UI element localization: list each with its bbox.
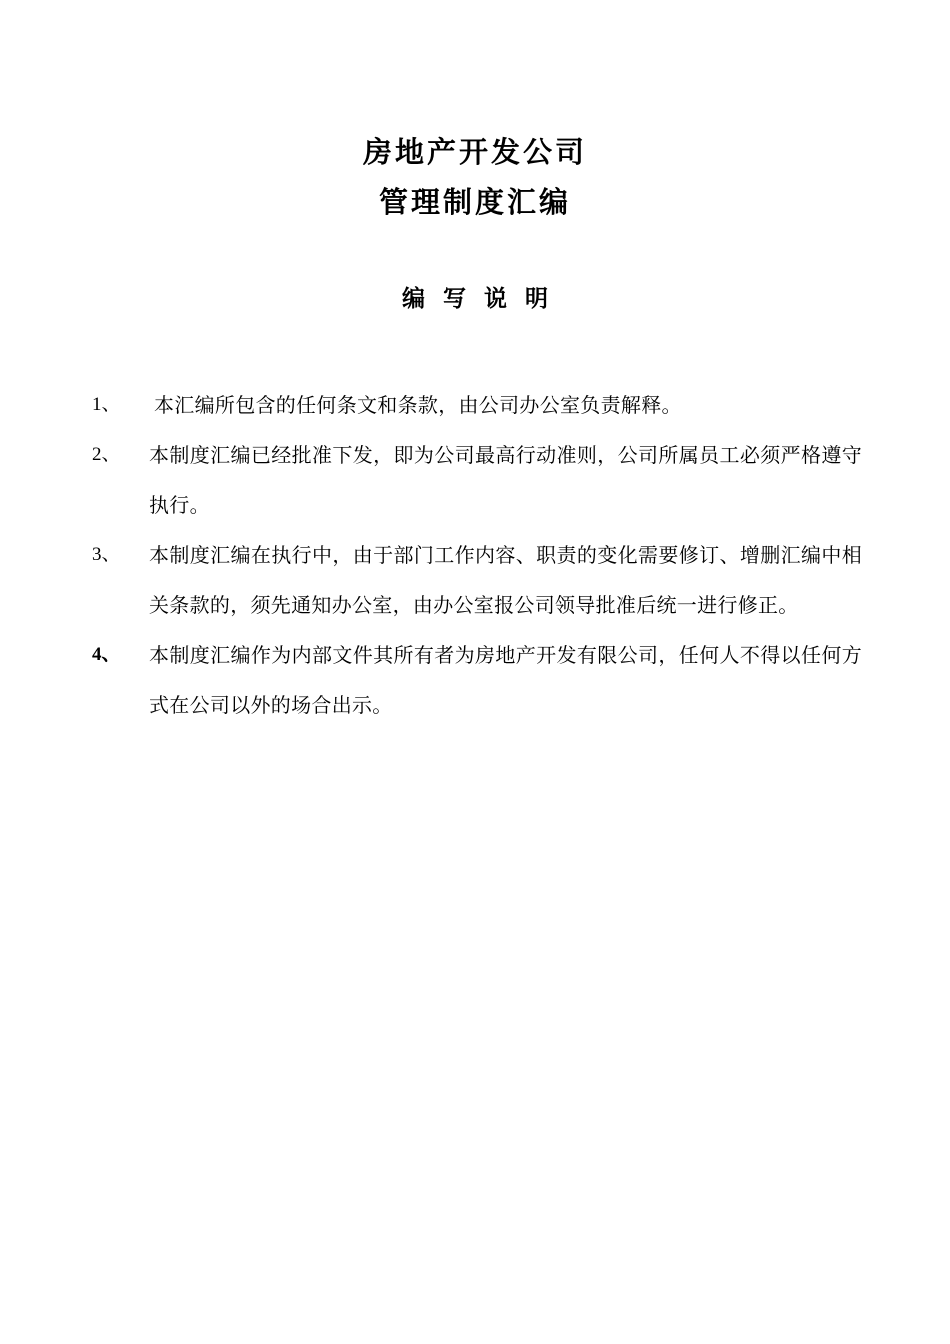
list-item	[92, 530, 862, 630]
item-number: 4、	[92, 644, 121, 665]
item-text: 本制度汇编已经批准下发，即为公司最高行动准则，公司所属员工必须严格遵守执行。	[149, 443, 862, 517]
list-item	[92, 430, 862, 530]
item-text: 本制度汇编作为内部文件其所有者为房地产开发有限公司，任何人不得以任何方式在公司以外的场合出示。	[149, 643, 862, 717]
list-item	[92, 630, 862, 730]
section-heading: 编写说明	[402, 286, 566, 312]
item-text: 本汇编所包含的任何条文和条款，由公司办公室负责解释。	[154, 393, 682, 417]
document-title-line1: 房地产开发公司	[362, 135, 587, 169]
document-title-line2: 管理制度汇编	[378, 185, 571, 219]
item-number: 3、	[92, 544, 121, 565]
item-text: 本制度汇编在执行中，由于部门工作内容、职责的变化需要修订、增删汇编中相关条款的，须先通知办公室，由办公室报公司领导批准后统一进行修正。	[149, 543, 862, 617]
instruction-list	[92, 380, 862, 730]
item-number: 1、	[92, 394, 121, 415]
list-item	[92, 380, 862, 430]
item-number: 2、	[92, 444, 121, 465]
